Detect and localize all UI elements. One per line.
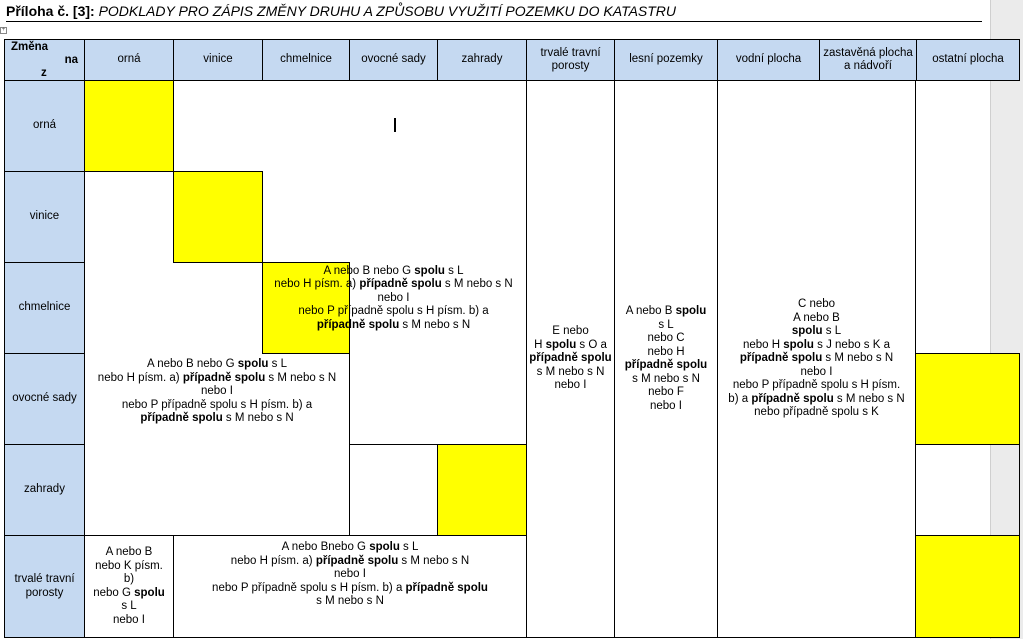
rule-line: nebo I [800,365,833,378]
zastavena-ostatni-rule-cell [718,81,916,638]
diagonal-cell [916,354,1020,445]
corner-cell [5,40,85,81]
rule-line: A nebo B spolu [625,305,707,317]
empty-cell [174,81,527,172]
rule-line: spolu s L [791,325,842,338]
upper-rule-cell [274,263,527,445]
rule-line: případně spolu s M nebo s N [140,412,294,424]
column-header-lesni: lesní pozemky [615,40,718,81]
rule-line: nebo H písm. a) případně spolu s M nebo s N [230,554,470,567]
column-header-vinice: vinice [174,40,263,81]
rule-line: nebo I [377,291,410,304]
rule-line: nebo C [647,332,685,344]
vodni-rule-cell [615,81,718,638]
row-header-orna: orná [5,81,85,172]
rule-line: A nebo Bnebo G spolu s L [281,541,419,553]
column-header-group-right [820,40,1020,81]
rule-line: případně spolu s M nebo s N [316,318,471,331]
rule-line: s L [658,318,674,331]
column-header-ttp: trvalé travní porosty [527,40,615,81]
rule-line: nebo H spolu s J nebo s K a [742,338,891,351]
rule-line: nebo F [648,386,684,398]
rule-line: nebo P případně spolu s H písm. b) a [121,398,313,411]
corner-label-zmena: Změna [11,41,49,53]
text-cursor [394,118,396,132]
rule-line: nebo I [650,399,682,412]
corner-label-z: z [41,67,47,79]
ttp-orna-rule-cell [85,536,174,638]
diagonal-cell [916,536,1020,638]
empty-cell [85,263,263,354]
rule-line: nebo případně spolu s K [754,406,879,419]
rule-line: nebo K písm. [95,559,163,572]
rule-line: případně spolu s M nebo s N [739,352,894,365]
lesni-rule-cell [527,81,615,638]
column-header-zastavena: zastavěná plocha a nádvoří [820,40,917,80]
diagonal-cell [85,81,174,172]
empty-cell [916,445,1020,536]
rule-line: E nebo [552,325,589,338]
rule-line: nebo H písm. a) případně spolu s M nebo s N [274,278,513,290]
rule-line: případně spolu [529,352,612,365]
column-header-vodni: vodní plocha [718,40,820,81]
rule-line: b) a případně spolu s M nebo s N [728,392,905,405]
rule-line: s M nebo s N [632,372,700,385]
rule-line: nebo G spolu [93,586,165,599]
title-prefix: Příloha č. [3]: [6,3,95,19]
page-title [6,2,982,22]
rule-line: A nebo B nebo G spolu s L [146,358,287,370]
rule-line: A nebo B nebo G spolu s L [323,264,464,277]
rule-line: nebo P případně spolu s H písm. [732,379,901,392]
rule-line: případně spolu [624,359,708,371]
ttp-rule-cell [174,536,527,638]
lower-rule-cell [85,354,350,536]
header-row [5,40,1020,81]
rule-line: nebo P případně spolu s H písm. b) a [298,305,489,317]
rule-line: s L [121,600,137,612]
corner-label-na: na [64,54,78,66]
rule-line: nebo I [113,613,145,626]
row-header-ovocne-sady: ovocné sady [5,354,85,445]
table-row [5,81,1020,172]
diagonal-cell [438,445,527,536]
column-header-ovocne-sady: ovocné sady [350,40,438,81]
table-move-handle-icon[interactable]: + [1,27,6,33]
diagonal-cell [174,172,263,263]
rule-line: A nebo B [105,546,153,558]
rule-line: nebo I [201,385,233,397]
row-header-vinice: vinice [5,172,85,263]
empty-cell [350,445,438,536]
column-header-zahrady: zahrady [438,40,527,81]
rule-line: H spolu s O a [534,338,607,351]
rule-line: nebo P případně spolu s H písm. b) a případně spolu [212,581,488,594]
rule-line: b) [123,573,135,585]
conversion-table [4,39,1020,638]
row-header-ttp: trvalé travní porosty [5,536,85,638]
row-header-chmelnice: chmelnice [5,263,85,354]
rule-line: C nebo [797,298,836,311]
column-header-ostatni: ostatní plocha [932,53,1004,66]
title-text: PODKLADY PRO ZÁPIS ZMĚNY DRUHU A ZPŮSOBU VYUŽITÍ POZEMKU DO KATASTRU [94,3,677,19]
empty-cell [263,172,527,263]
rule-line: nebo I [334,568,366,580]
rule-line: nebo I [554,379,587,392]
rule-line: nebo H [647,345,685,358]
rule-line: s M nebo s N [316,595,384,607]
column-header-orna: orná [85,40,174,81]
rule-line: A nebo B [793,311,840,324]
column-header-chmelnice: chmelnice [263,40,350,81]
row-header-zahrady: zahrady [5,445,85,536]
rule-line: s M nebo s N [536,365,605,378]
rule-line: nebo H písm. a) případně spolu s M nebo s N [97,371,337,384]
empty-cell [85,172,174,263]
